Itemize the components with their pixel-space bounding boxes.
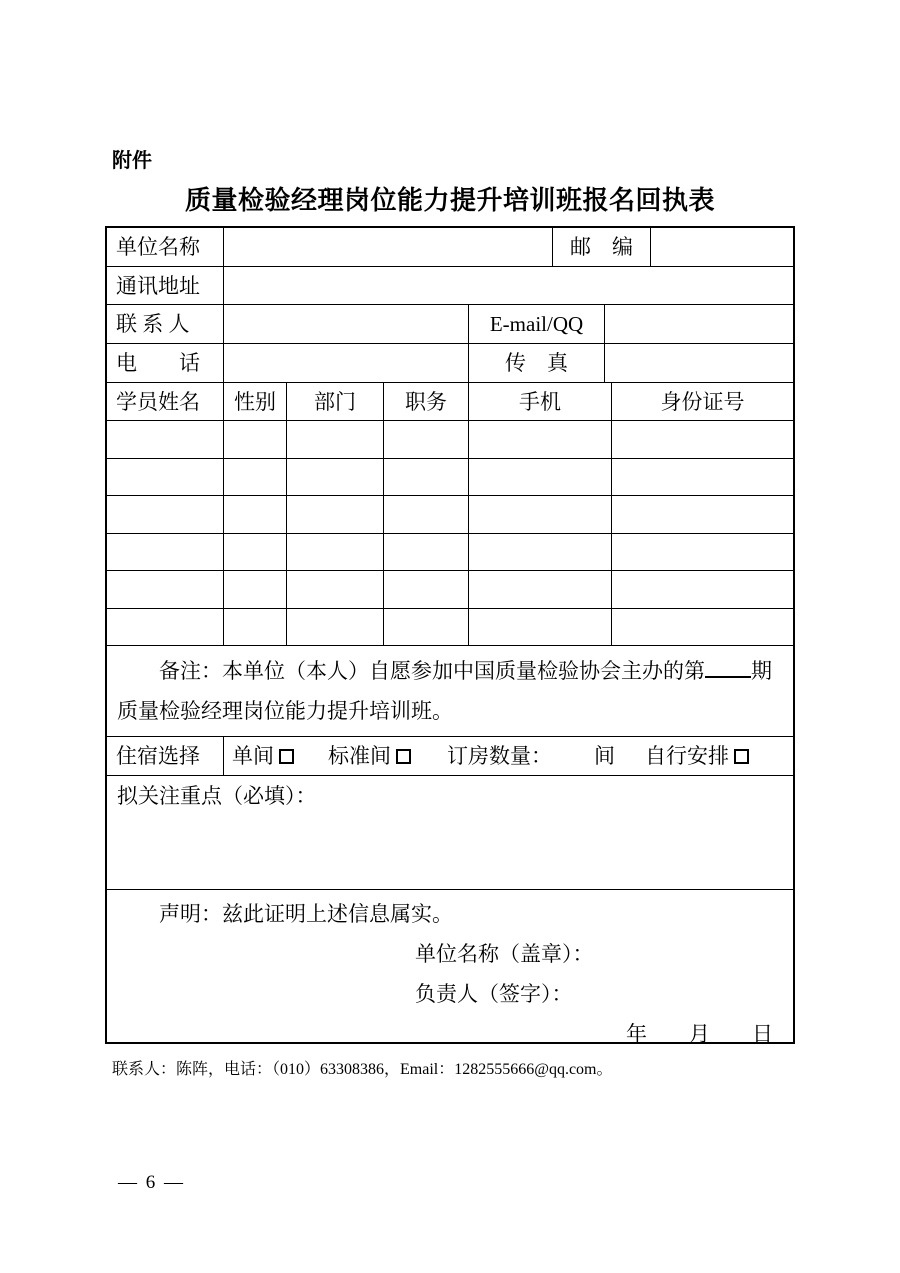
student-cell-mobile[interactable] [469, 496, 612, 533]
student-cell-name[interactable] [107, 571, 224, 608]
student-cell-position[interactable] [384, 496, 469, 533]
signature-label: 负责人（签字）： [415, 982, 573, 1006]
room-quantity-blank[interactable] [552, 746, 594, 766]
focus-row [107, 776, 793, 890]
attachment-label: 附件 [112, 150, 152, 172]
student-name-header: 学员姓名 [107, 383, 224, 420]
student-cell-gender[interactable] [224, 609, 287, 646]
student-cell-department[interactable] [287, 609, 384, 646]
self-arrange-checkbox[interactable] [734, 749, 749, 764]
room-quantity-unit: 间 [594, 744, 615, 768]
footer-contact: 联系人：陈阵，电话：（010）63308386，Email：1282555666@qq.com。 [112, 1061, 613, 1078]
remark-row [107, 646, 793, 737]
declaration-statement: 声明：兹此证明上述信息属实。 [159, 902, 453, 926]
seal-line [415, 934, 793, 974]
single-room-checkbox[interactable] [279, 749, 294, 764]
address-label: 通讯地址 [107, 267, 224, 304]
postcode-input[interactable] [651, 228, 793, 266]
student-cell-position[interactable] [384, 571, 469, 608]
contact-person-input[interactable] [224, 305, 469, 343]
student-department-header: 部门 [287, 383, 384, 420]
postcode-label: 邮 编 [553, 228, 651, 266]
student-cell-mobile[interactable] [469, 571, 612, 608]
registration-form-table [105, 226, 795, 1044]
self-arrange-label: 自行安排 [645, 744, 729, 768]
single-room-label: 单间 [232, 744, 274, 768]
form-title: 质量检验经理岗位能力提升培训班报名回执表 [184, 185, 715, 215]
student-row [107, 421, 793, 459]
period-number-blank[interactable] [705, 674, 751, 678]
student-cell-position[interactable] [384, 609, 469, 646]
student-mobile-header: 手机 [469, 383, 612, 420]
remark-cell [107, 646, 793, 736]
focus-label: 拟关注重点（必填）： [117, 784, 317, 808]
focus-input-area[interactable] [107, 776, 793, 889]
student-cell-id[interactable] [612, 609, 793, 646]
remark-line1 [117, 651, 781, 691]
student-cell-name[interactable] [107, 459, 224, 496]
declaration-cell [107, 890, 793, 1046]
student-cell-id[interactable] [612, 571, 793, 608]
table-row-unit-name [107, 228, 793, 267]
signature-fill-area[interactable] [573, 981, 693, 1001]
date-line: 年 月 日 [626, 1022, 773, 1046]
phone-label: 电 话 [107, 344, 224, 382]
student-cell-name[interactable] [107, 496, 224, 533]
student-cell-mobile[interactable] [469, 421, 612, 458]
student-position-header: 职务 [384, 383, 469, 420]
student-cell-name[interactable] [107, 609, 224, 646]
accommodation-row [107, 737, 793, 776]
page-number: — 6 — [118, 1172, 185, 1193]
signature-line [415, 974, 793, 1014]
remark-prefix: 备注：本单位（本人）自愿参加中国质量检验协会主办的第 [159, 659, 705, 683]
student-cell-id[interactable] [612, 421, 793, 458]
student-cell-id[interactable] [612, 459, 793, 496]
student-cell-gender[interactable] [224, 534, 287, 571]
table-row-contact [107, 305, 793, 344]
student-row [107, 459, 793, 497]
accommodation-label: 住宿选择 [107, 737, 224, 775]
fax-label: 传 真 [469, 344, 605, 382]
student-cell-mobile[interactable] [469, 609, 612, 646]
room-quantity-label: 订房数量： [447, 744, 552, 768]
student-cell-department[interactable] [287, 421, 384, 458]
student-cell-gender[interactable] [224, 496, 287, 533]
student-cell-gender[interactable] [224, 421, 287, 458]
standard-room-label: 标准间 [328, 744, 391, 768]
student-cell-mobile[interactable] [469, 534, 612, 571]
seal-fill-area[interactable] [594, 941, 714, 961]
table-row-phone [107, 344, 793, 383]
student-row [107, 609, 793, 647]
standard-room-option [328, 744, 411, 768]
seal-label: 单位名称（盖章）： [415, 942, 594, 966]
student-row [107, 571, 793, 609]
student-cell-position[interactable] [384, 421, 469, 458]
self-arrange-option [645, 744, 749, 768]
student-cell-position[interactable] [384, 534, 469, 571]
student-cell-gender[interactable] [224, 571, 287, 608]
unit-name-label: 单位名称 [107, 228, 224, 266]
student-cell-name[interactable] [107, 534, 224, 571]
email-qq-input[interactable] [605, 305, 793, 343]
student-cell-id[interactable] [612, 496, 793, 533]
student-cell-department[interactable] [287, 496, 384, 533]
student-cell-mobile[interactable] [469, 459, 612, 496]
accommodation-options [224, 737, 793, 775]
student-gender-header: 性别 [224, 383, 287, 420]
student-cell-name[interactable] [107, 421, 224, 458]
student-cell-gender[interactable] [224, 459, 287, 496]
standard-room-checkbox[interactable] [396, 749, 411, 764]
student-cell-position[interactable] [384, 459, 469, 496]
declaration-row [107, 890, 793, 1046]
student-cell-department[interactable] [287, 534, 384, 571]
phone-input[interactable] [224, 344, 469, 382]
student-header-row [107, 383, 793, 421]
remark-line2: 质量检验经理岗位能力提升培训班。 [117, 699, 453, 723]
remark-suffix: 期 [751, 659, 772, 683]
student-id-header: 身份证号 [660, 389, 745, 414]
contact-person-label: 联 系 人 [107, 305, 224, 343]
student-row [107, 534, 793, 572]
student-cell-department[interactable] [287, 459, 384, 496]
table-row-address [107, 267, 793, 305]
address-input[interactable] [224, 267, 793, 304]
unit-name-input[interactable] [224, 228, 553, 266]
student-cell-id[interactable] [612, 534, 793, 571]
student-cell-department[interactable] [287, 571, 384, 608]
student-row [107, 496, 793, 534]
fax-input[interactable] [605, 344, 793, 382]
email-qq-label: E-mail/QQ [469, 305, 605, 343]
single-room-option [232, 744, 294, 768]
